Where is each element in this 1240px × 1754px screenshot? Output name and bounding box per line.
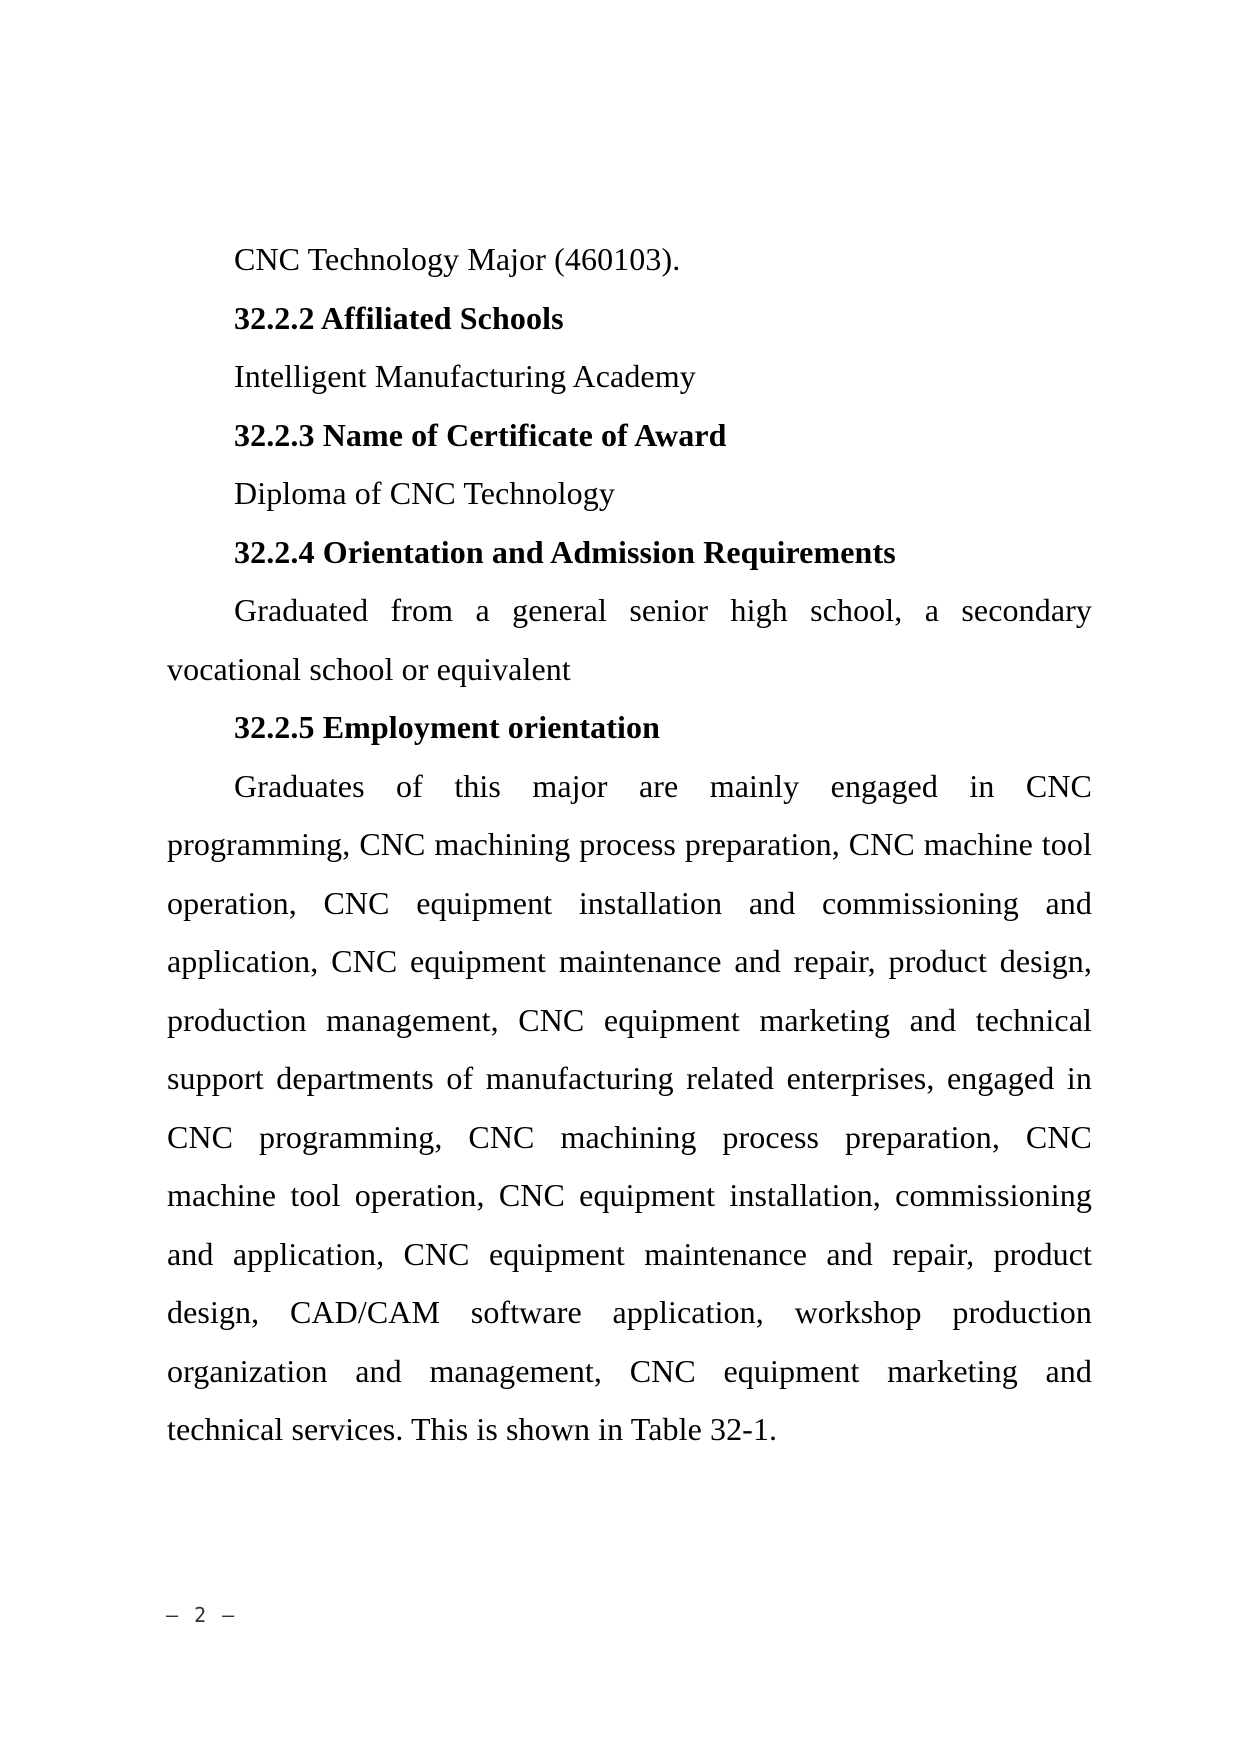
affiliated-school-text: Intelligent Manufacturing Academy: [234, 358, 696, 394]
section-heading-admission: 32.2.4 Orientation and Admission Requirements: [234, 533, 896, 570]
employment-paragraph: Graduates of this major are mainly engaged in CNC programming, CNC machining process preparation, CNC machine tool operation, CNC equipment installation and commissioning and application, CNC equipment maintenance and repair, product design, production management, CNC equipment marketing and technical support departments of manufacturing related enterprises, engaged in CNC programming, CNC machining process preparation, CNC machine tool operation, CNC equipment installation, commissioning and application, CNC equipment maintenance and repair, product design, CAD/CAM software application, workshop production organization and management, CNC equipment marketing and technical services. This is shown in Table 32-1.: [167, 767, 1092, 1447]
certificate-text: Diploma of CNC Technology: [234, 475, 615, 511]
major-line: CNC Technology Major (460103).: [234, 241, 681, 277]
section-heading-employment: 32.2.5 Employment orientation: [234, 709, 660, 745]
document-body: [167, 230, 1092, 1459]
section-heading-certificate: 32.2.3 Name of Certificate of Award: [234, 416, 727, 453]
section-heading-affiliated-schools: 32.2.2 Affiliated Schools: [234, 299, 564, 336]
page-number: – 2 –: [166, 1603, 237, 1627]
admission-paragraph: Graduated from a general senior high school, a secondary vocational school or equivalent: [167, 592, 1092, 687]
